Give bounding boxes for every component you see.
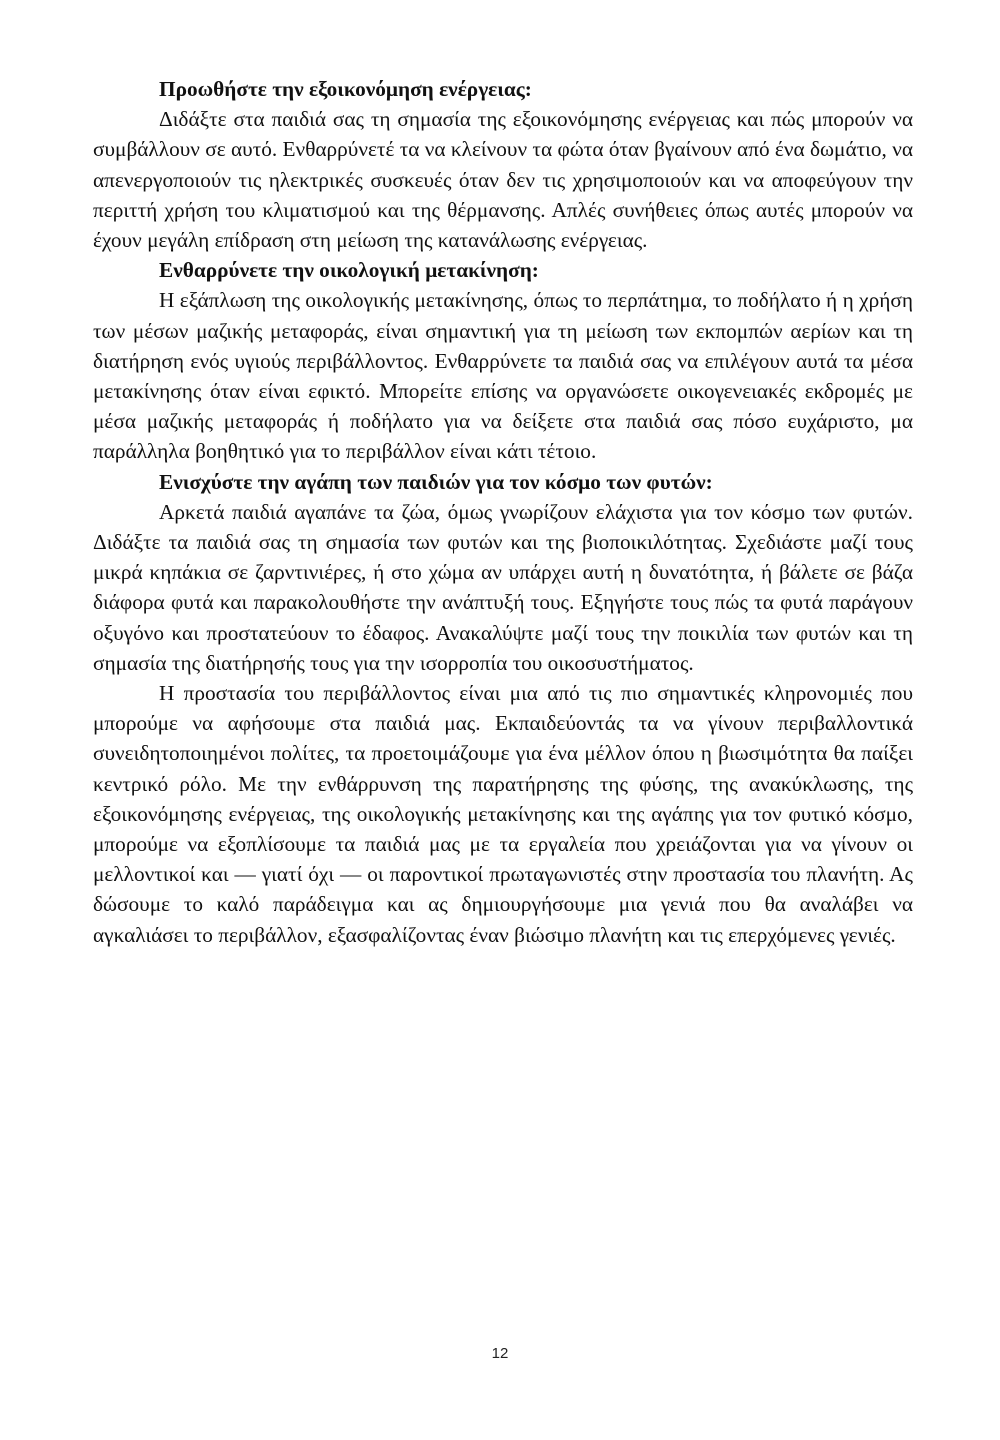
page-number: 12 (491, 1345, 509, 1362)
section-text-energy: Διδάξτε στα παιδιά σας τη σημασία της εξοικονόμησης ενέργειας και πώς μπορούν να συμβάλλουν σε αυτό. Ενθαρρύνετέ τα να κλείνουν τα φώτα όταν βγαίνουν από ένα δωμάτιο, να απενεργοποιούν τις ηλεκτρικές συσκευές όταν δεν τις χρησιμοποιούν και να αποφεύγουν την περιττή χρήση του κλιματισμού και της θέρμανσης. Απλές συνήθειες όπως αυτές μπορούν να έχουν μεγάλη επίδραση στη μείωση της κατανάλωσης ενέργειας. (93, 107, 913, 253)
section-heading-mobility: Ενθαρρύνετε την οικολογική μετακίνηση: (159, 258, 539, 283)
section-text-plants: Αρκετά παιδιά αγαπάνε τα ζώα, όμως γνωρίζουν ελάχιστα για τον κόσμο των φυτών. Διδάξτε τα παιδιά σας τη σημασία των φυτών και της βιοποικιλότητας. Σχεδιάστε μαζί τους μικρά κηπάκια σε ζαρντινιέρες, ή στο χώμα αν υπάρχει αυτή η δυνατότητα, ή βάλετε σε βάζα διάφορα φυτά και παρακολουθήστε την ανάπτυξή τους. Εξηγήστε τους πώς τα φυτά παράγουν οξυγόνο και προστατεύουν το έδαφος. Ανακαλύψτε μαζί τους την ποικιλία των φυτών και τη σημασία της διατήρησής τους για την ισορροπία του οικοσυστήματος. (93, 499, 913, 675)
section-text-mobility: Η εξάπλωση της οικολογικής μετακίνησης, όπως το περπάτημα, το ποδήλατο ή η χρήση των μέσων μαζικής μεταφοράς, είναι σημαντική για τη μείωση των εκπομπών αερίων και τη διατήρηση ενός υγιούς περιβάλλοντος. Ενθαρρύνετε τα παιδιά σας να επιλέγουν αυτά τα μέσα μετακίνησης όταν είναι εφικτό. Μπορείτε επίσης να οργανώσετε οικογενειακές εκδρομές με μέσα μαζικής μεταφοράς ή ποδήλατο για να δείξετε στα παιδιά σας πόσο ευχάριστο, μα παράλληλα βοηθητικό για το περιβάλλον είναι κάτι τέτοιο. (93, 288, 913, 464)
page-body (93, 74, 913, 950)
section-heading-plants: Ενισχύστε την αγάπη των παιδιών για τον κόσμο των φυτών: (159, 469, 713, 494)
conclusion-paragraph: Η προστασία του περιβάλλοντος είναι μια από τις πιο σημαντικές κληρονομιές που μπορούμε να αφήσουμε στα παιδιά μας. Εκπαιδεύοντάς τα να γίνουν περιβαλλοντικά συνειδητοποιημένοι πολίτες, τα προετοιμάζουμε για ένα μέλλον όπου η βιωσιμότητα θα παίξει κεντρικό ρόλο. Με την ενθάρρυνση της παρατήρησης της φύσης, της ανακύκλωσης, της εξοικονόμησης ενέργειας, της οικολογικής μετακίνησης και της αγάπης για τον φυτικό κόσμο, μπορούμε να εξοπλίσουμε τα παιδιά μας με τα εργαλεία που χρειάζονται για να γίνουν οι μελλοντικοί και — γιατί όχι — οι παροντικοί πρωταγωνιστές στην προστασία του πλανήτη. Ας δώσουμε το καλό παράδειγμα και ας δημιουργήσουμε μια γενιά που θα αναλάβει να αγκαλιάσει το περιβάλλον, εξασφαλίζοντας έναν βιώσιμο πλανήτη και τις επερχόμενες γενιές. (93, 681, 913, 947)
section-heading-energy: Προωθήστε την εξοικονόμηση ενέργειας: (159, 77, 532, 101)
